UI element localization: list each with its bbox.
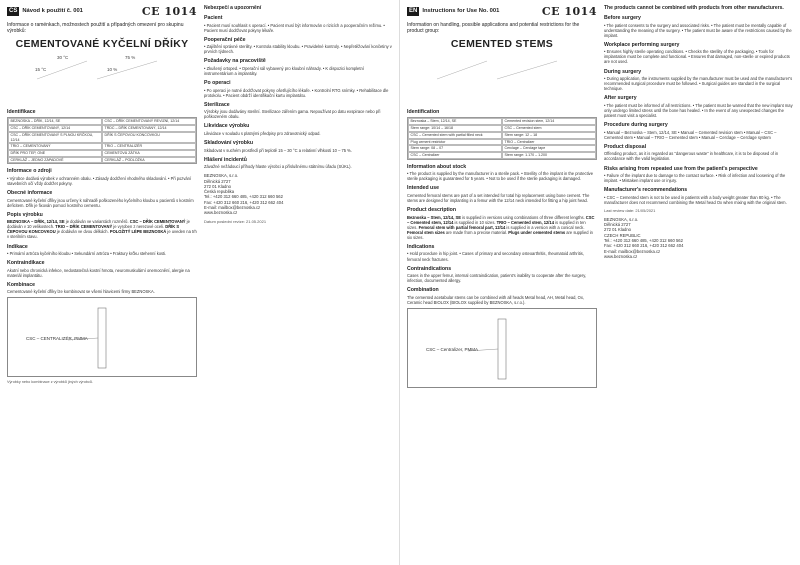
en-before-text: • The patient consents to the surgery and associated risks. • The patient must be mentally capable of understanding the meaning of the surgery. • The patient must be aware of the restrictions caused by the implant.	[604, 22, 792, 38]
en-address-line: Fax: +420 312 660 216, +420 312 662 404	[604, 243, 684, 249]
en-id-table	[407, 117, 597, 159]
en-id-cell: Plug cement restrictor	[408, 139, 502, 146]
cz-contra-text: Akutní nebo chronická infekce, nedostatečná kostní hmota, neuromuskulární onemocnění, alergie na materiál implantátu.	[7, 267, 190, 278]
en-recommend-text: • CSC – Cemented stem is not to be used in patients with a body weight greater than 80 kg. • The manufacturer does not recommend combining the Metal head Ox when mixing with the original stem.	[604, 194, 787, 205]
en-during-text: • During application, the instruments supplied by the manufacturer must be used and the manufacturer's recommended surgical procedure must be followed. • Surgical guides are standard in the surgical technique.	[604, 76, 793, 92]
en-id-cell: Cemented revision stem, 12/14	[502, 118, 596, 125]
en-identification-title: Identification	[407, 109, 440, 116]
en-header	[407, 5, 597, 17]
cz-temp-min: 15 °C	[35, 67, 47, 73]
en-intended-heading: Intended use	[407, 185, 439, 192]
en-lang-badge: EN	[409, 7, 418, 14]
cz-address-line: BEZNOSKA, s.r.o.	[204, 173, 239, 179]
cz-disposal-heading: Likvidace výrobku	[204, 123, 250, 130]
cz-postop-heading: Pooperační péče	[204, 36, 246, 43]
en-risks-text: • Failure of the implant due to damage to the contact surface. • Risk of infection and loosening of the implant. • Mistaken implant use or injury.	[604, 173, 786, 184]
cz-general-text: Cementované kyčelní dříky jsou určeny k náhradě poškozeného kyčelního kloubu u pacientů s kostním deficitem. Dřík je fixován pomocí kostního cementu.	[7, 197, 194, 208]
en-disposal-text: Offending product, as it is regarded as "dangerous waste" in healthcare, it is to be disposed of in accordance with the valid legislation.	[604, 151, 779, 162]
cz-disposal-text: Likvidace v souladu s platnými předpisy pro zdravotnický odpad.	[204, 130, 321, 136]
cz-address-line: 272 01 Kladno	[204, 183, 232, 189]
cz-incident-heading: Hlášení incidentů	[204, 156, 247, 163]
en-id-cell: Cerclage – Cerclage tape	[502, 145, 596, 152]
en-symbol-lines	[427, 59, 577, 103]
en-recommend-heading: Manufacturer's recommendations	[604, 187, 688, 194]
en-right-column	[604, 5, 794, 561]
en-id-cell: Stem range: 12 – 18	[502, 132, 596, 139]
en-id-cell: Beznoska – Stem, 12/14, SE	[408, 118, 502, 125]
cz-lang-badge: CS	[9, 7, 18, 14]
en-id-cell: CSC – Cemented stem	[502, 125, 596, 132]
cz-centralizer-label: CSC – CENTRALIZÉR, PMMA	[26, 336, 88, 342]
cz-id-cell: TRIO – CENTRALIZÉR	[102, 143, 196, 150]
cz-temp-max: 30 °C	[57, 55, 69, 61]
en-contra-heading: Contraindications	[407, 265, 452, 272]
en-revision-date: Last review date: 21/05/2021	[604, 207, 656, 213]
en-after-heading: After surgery	[604, 95, 637, 102]
page-english	[400, 0, 800, 565]
cz-product-text: BEZNOSKA – DŘÍK, 12/14, SE je dodáván ve variantách rozměrů. CSC – DŘÍK CEMENTOVANÝ je dodáván v 10 velikostech. TRIO – DŘÍK CEMENTOVANÝ je vyroben z nerezové oceli. DŘÍK S ČEPOVOU KONCOVKOU je dodáván ve dvou délkách. POLOŽITÝ LÉPE BEZNOSKÁ je uveden na trh v sterilním stavu.	[7, 219, 197, 240]
en-disposal-heading: Product disposal	[604, 143, 647, 150]
en-address-line: 272 01 Kladno	[604, 227, 632, 233]
en-id-cell: Stem range: 1.170 – 1.200	[502, 152, 596, 159]
en-address-line: www.beznoska.cz	[604, 253, 638, 259]
cz-symbol-lines	[27, 59, 177, 103]
en-procedure-heading: Procedure during surgery	[604, 122, 668, 129]
cz-incident-text: Závažné nežádoucí příhody hlaste výrobci a příslušnému státnímu úřadu (SÚKL).	[204, 164, 352, 170]
cz-address-line: E-mail: mailbox@beznoska.cz	[204, 205, 261, 210]
cz-id-cell: CSC – DŘÍK CEMENTOVANÝ REVIZNÍ, 12/14	[102, 118, 196, 125]
en-address-line: BEZNOSKA, s.r.o.	[604, 216, 639, 222]
cz-workplace-heading: Požadavky na pracoviště	[204, 58, 266, 65]
cz-combination-text: Cementované kyčelní dříky lze kombinovat se všemi hlavicemi firmy BEZNOSKA.	[7, 289, 155, 295]
en-indication-text: • Hold procedure in hip joint. • Cases of primary and secondary osteoarthritis, rheumatoid arthritis, femoral neck fractures.	[407, 251, 584, 262]
en-address-line: CZECH REPUBLIC	[604, 232, 641, 238]
cz-address-line: Tel.: +420 312 660 485, +420 312 660 562	[204, 194, 283, 200]
en-address-line: E-mail: mailbox@beznoska.cz	[604, 248, 661, 254]
cz-id-cell: CEMENTOVÁ ZÁTKA	[102, 150, 196, 157]
en-product-text: Beznoska – Stem, 12/14, SE is supplied in versions using combinations of three different lengths. CSC – Cemented stem, 12/14 is supplied in 10 sizes. TRIO – Cemented stem, 12/14 is supplied in ten sizes. Femoral stem with partial femoral part, 12/14 is supplied in a version with a conical neck. Femoral stem sizes are made from a precise material. Plugs under cemented stems are supplied in six sizes.	[407, 214, 595, 240]
en-storage-diagram	[407, 53, 597, 105]
cz-id-cell: BEZNOSKA – DŘÍK, 12/14, SE	[8, 118, 102, 125]
en-combination-text: The cemented acetabular stems can be combined with all heads Metal head, AH, Metal head, Ox, Ceramic head BIOLOX (BIOLOX supplied by BEZNOSKA, s.r.o.).	[407, 294, 585, 305]
cz-address-line: Česká republika	[204, 189, 235, 195]
cz-left-column	[7, 5, 197, 561]
cz-id-cell: DŘÍK PRO TEP, ONE	[8, 150, 102, 157]
cz-indication-text: • Primární artróza kyčelního kloubu • Sekundární artróza • Fraktury krčku stehenní kosti.	[7, 251, 167, 257]
cz-workplace-text: • Zkušený ortoped. • Operační sál vybavený pro kloubní náhrady. • K dispozici kompletní instrumentárium a implantáty.	[204, 65, 364, 76]
en-intended-text: Cemented femoral stems are part of a set intended for total hip replacement using bone cement. The stems are designed for implanting in a femur with the 12/14 neck intended for fitting a hip joint head.	[407, 192, 590, 203]
cz-centralizer-figure	[7, 297, 197, 377]
cz-revision-date: Datum poslední revize: 21.05.2021	[204, 218, 267, 224]
en-info-text: • The product is supplied by the manufacturer in a sterile pack. • Sterility of the implant in the protective sterile packaging is guaranteed for 5 years. • Not to be used if the sterile packaging is damaged.	[407, 171, 593, 182]
en-id-cell: TRIO – Centralizer	[502, 139, 596, 146]
en-warnings-heading: The products cannot be combined with products from other manufacturers.	[604, 5, 784, 11]
cz-id-cell: CSC – DŘÍK CEMENTOVANÝ, 12/14	[8, 125, 102, 132]
en-left-column	[407, 5, 597, 561]
en-workplace-heading: Workplace performing surgery	[604, 41, 680, 48]
cz-intro: Informace o raménkach, možnostech použití a případných omezení pro skupinu výrobků:	[7, 22, 184, 35]
cz-id-cell: DŘÍK S ČEPOVOU KONCOVKOU	[102, 132, 196, 143]
en-product-heading: Product description	[407, 207, 456, 213]
cz-info-heading: Informace o zdroji	[7, 168, 52, 175]
en-id-cell: CSC – Cemented stem with partial filled neck	[408, 132, 502, 139]
en-before-heading: Before surgery	[604, 15, 641, 21]
cz-storage-text: Skladovat v suchém prostředí při teplotě 15 – 30 °C a relativní vlhkosti 10 – 75 %.	[204, 147, 352, 153]
en-after-text: • The patient must be informed of all restrictions. • The patient must be warned that the new implant may only undergo limited stress until the bone has healed. • In the event of any unexpected changes the patient must visit a specialist.	[604, 102, 793, 119]
cz-identification-title: Identifikace	[7, 109, 36, 116]
en-address-line: Dělnická 2727	[604, 222, 631, 228]
cz-contra-heading: Kontraindikace	[7, 260, 45, 267]
cz-patient-heading: Pacient	[204, 15, 223, 21]
cz-postop-text: • Zajištění správné sterility. • Kontrola stability kloubu. • Pravidelné kontroly. • Nepřetěžování končetiny v prvních týdnech.	[204, 44, 392, 55]
cz-ce-mark: CE 1014	[141, 5, 197, 18]
cz-address	[204, 173, 394, 215]
cz-product-heading: Popis výrobku	[7, 211, 43, 218]
en-centralizer-figure	[407, 308, 597, 388]
cz-header	[7, 5, 197, 17]
cz-right-column	[204, 5, 394, 561]
cz-indication-heading: Indikace	[7, 243, 28, 250]
cz-warnings-heading: Nebezpečí a upozornění	[204, 5, 262, 11]
en-info-heading: Information about stock	[407, 163, 467, 170]
en-intro: Information on handling, possible applications and potential restrictions for the product group:	[407, 22, 580, 35]
en-during-heading: During surgery	[604, 68, 642, 75]
cz-surgery-text: • Po operaci je nutné dodržovat pokyny ošetřujícího lékaře. • Kontrolní RTG snímky. • Rehabilitace dle protokolu. • Pacient obdrží identifikační kartu implantátu.	[204, 87, 389, 98]
cz-general-heading: Obecné informace	[7, 190, 53, 197]
en-procedure-text: • Manual – Beznoska – Stem, 12/14, SE • Manual – Cemented revision stem • Manual – CSC – Cemented stem • Manual – TRIO – Cemented stem • Manual – Cerclage – Cerclage system	[604, 129, 777, 140]
en-ce-mark: CE 1014	[541, 5, 597, 18]
cz-storage-heading: Skladování výrobku	[204, 140, 254, 147]
cz-info-text: • Výrobce dodává výrobek v ochranném obalu. • Zásady dodržení vhodného skladování. • Při pozvání stavebních očí vždy dodržet pokyny.	[7, 175, 192, 186]
cz-patient-text: • Pacient musí souhlasit s operací. • Pacient musí být informován o rizicích a pooperačním režimu. • Pacient musí dodržovat pokyny lékaře.	[204, 22, 385, 33]
cz-humidity-min: 10 %	[107, 67, 118, 73]
en-indication-heading: Indications	[407, 243, 435, 250]
cz-sterilization-heading: Sterilizace	[204, 101, 230, 108]
cz-doc-title: CEMENTOVANÉ KYČELNÍ DŘÍKY	[15, 38, 189, 51]
cz-address-line: Dělnická 2727	[204, 178, 231, 184]
cz-address-line: Fax: +420 312 660 216, +420 312 662 404	[204, 199, 284, 205]
cz-id-cell: CERKLÁŽ – JEDNO ZÁPADOVÉ	[8, 157, 102, 164]
en-address-line: Tel.: +420 312 660 485, +420 312 660 562	[604, 238, 683, 244]
cz-address-line: www.beznoska.cz	[204, 210, 238, 216]
en-centralizer-label: CSC – Centralizer, PMMA	[426, 347, 479, 353]
en-id-cell: Stem range: 08 – 07	[408, 145, 502, 152]
cz-header-title: Návod k použití č. 001	[22, 8, 83, 14]
en-address	[604, 217, 794, 259]
en-combination-heading: Combination	[407, 287, 439, 294]
en-contra-text: Cases in the upper femur, internal contraindication, patient's inability to cooperate after the surgery, infection, documented allergy.	[407, 273, 587, 284]
cz-storage-diagram	[7, 53, 197, 105]
cz-id-cell: CSC – DŘÍK CEMENTOVANÝ S PLNOU KRČKOU, 12/14	[8, 132, 102, 143]
en-id-cell: Stem range: 10/14 – 16/18	[408, 125, 502, 132]
cz-id-table	[7, 117, 197, 164]
en-header-title: Instructions for Use No. 001	[422, 8, 500, 14]
cz-id-cell: TRDC – DŘÍK CEMENTOVANÝ, 12/14	[102, 125, 196, 132]
cz-id-cell: CERKLÁŽ – PODLOŽKA	[102, 157, 196, 164]
cz-id-cell: TRIO – CEMENTOVANÝ	[8, 143, 102, 150]
en-doc-title: CEMENTED STEMS	[450, 38, 554, 51]
cz-surgery-heading: Po operaci	[204, 80, 231, 87]
cz-sterilization-text: Výrobky jsou dodávány sterilní. Sterilizace zářením gama. Nepoužívat po datu exspirace nebo při poškozeném obalu.	[204, 109, 381, 120]
cz-footnote: Výrobky nebo kombinace z výrobků jiných výrobců.	[7, 380, 94, 385]
cz-humidity-max: 75 %	[125, 55, 136, 61]
en-risks-heading: Risks arising from repeated use from the patient's perspective	[604, 165, 758, 172]
en-id-cell: CSC – Centralizer	[408, 152, 502, 159]
en-workplace-text: • Ensures highly sterile operating conditions. • Checks the sterility of the packaging. • Tools for implantation must be complete and functional. • Ensures that damaged, non-sterile or expired products are not used.	[604, 49, 790, 65]
cz-combination-heading: Kombinace	[7, 281, 35, 288]
